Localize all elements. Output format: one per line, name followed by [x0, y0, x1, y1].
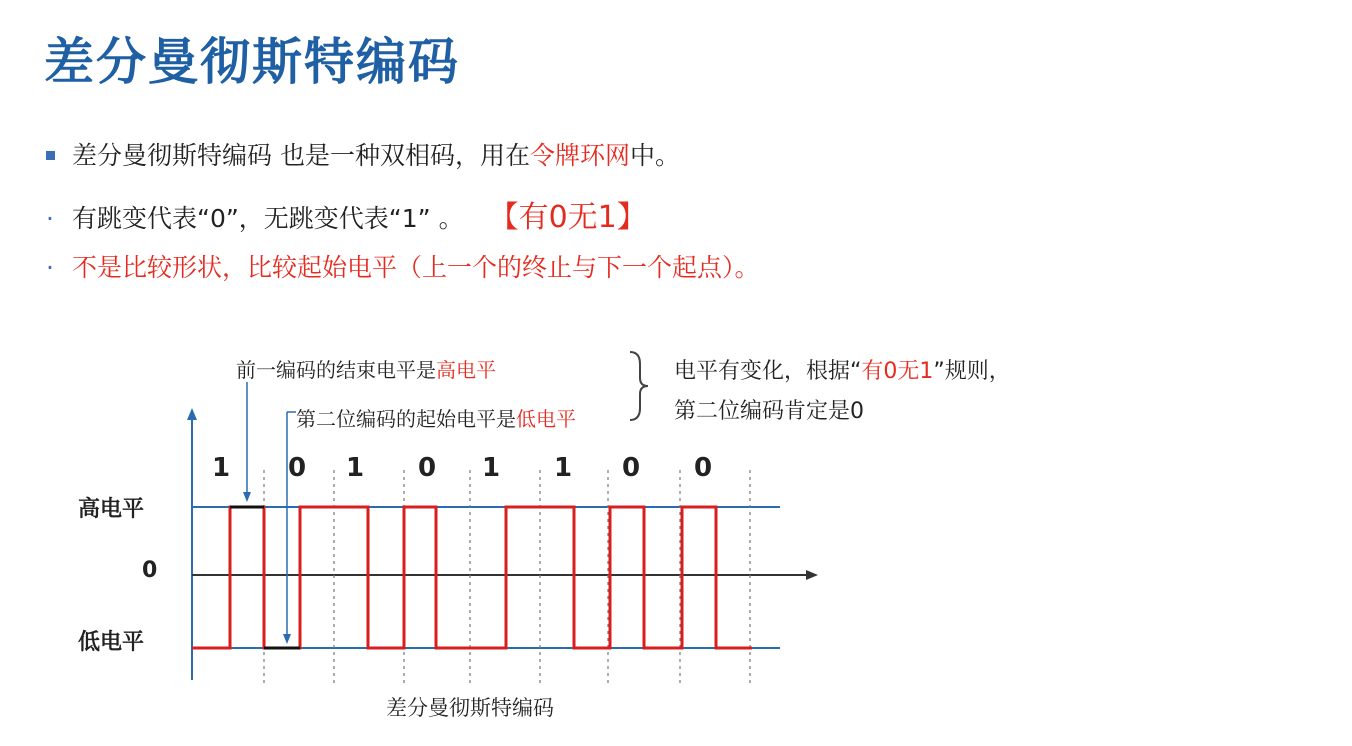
- y-label-zero: 0: [142, 558, 158, 583]
- bullet-3-text: 不是比较形状，比较起始电平（上一个的终止与下一个起点）。: [72, 253, 760, 282]
- dot-bullet-icon: ·: [46, 204, 54, 233]
- y-label-low: 低电平: [78, 630, 145, 655]
- signal-waveform: [192, 507, 752, 648]
- arrow-down-icon: [283, 634, 291, 644]
- note-line-1-prefix: 电平有变化，根据“: [674, 359, 862, 384]
- note-line-2: 第二位编码肯定是0: [674, 399, 864, 424]
- dot-bullet-icon: ·: [46, 253, 54, 282]
- bit-label: 0: [418, 453, 437, 483]
- diagram-caption: 差分曼彻斯特编码: [386, 696, 554, 720]
- bit-label: 1: [212, 453, 231, 483]
- bullet-1-highlight: 令牌环网: [529, 141, 630, 170]
- annotation-prev-end-highlight: 高电平: [436, 358, 496, 382]
- bullet-1-suffix: 中。: [629, 141, 680, 170]
- note-line-1-suffix: ”规则，: [933, 359, 1011, 384]
- bit-label: 1: [346, 453, 365, 483]
- annotation-second-start-prefix: 第二位编码的起始电平是: [296, 407, 516, 431]
- arrow-down-icon: [243, 492, 251, 502]
- bit-label: 1: [482, 453, 501, 483]
- brace-icon: [630, 352, 648, 420]
- bit-label: 0: [622, 453, 641, 483]
- bullet-2-text: 有跳变代表“0”，无跳变代表“1” 。: [72, 204, 464, 233]
- bit-label: 0: [694, 453, 713, 483]
- y-axis-arrow-icon: [187, 408, 197, 420]
- x-axis-arrow-icon: [806, 570, 818, 580]
- bit-label: 1: [554, 453, 573, 483]
- bit-label: 0: [288, 453, 307, 483]
- page-title: 差分曼彻斯特编码: [44, 33, 460, 91]
- annotation-prev-end-prefix: 前一编码的结束电平是: [236, 358, 436, 382]
- y-label-high: 高电平: [78, 497, 145, 522]
- annotation-second-start-highlight: 低电平: [516, 407, 576, 431]
- bullet-1-prefix: 差分曼彻斯特编码 也是一种双相码，用在: [72, 141, 530, 170]
- note-line-1-highlight: 有0无1: [861, 359, 934, 384]
- bullet-2-tag: 【有0无1】: [503, 200, 647, 235]
